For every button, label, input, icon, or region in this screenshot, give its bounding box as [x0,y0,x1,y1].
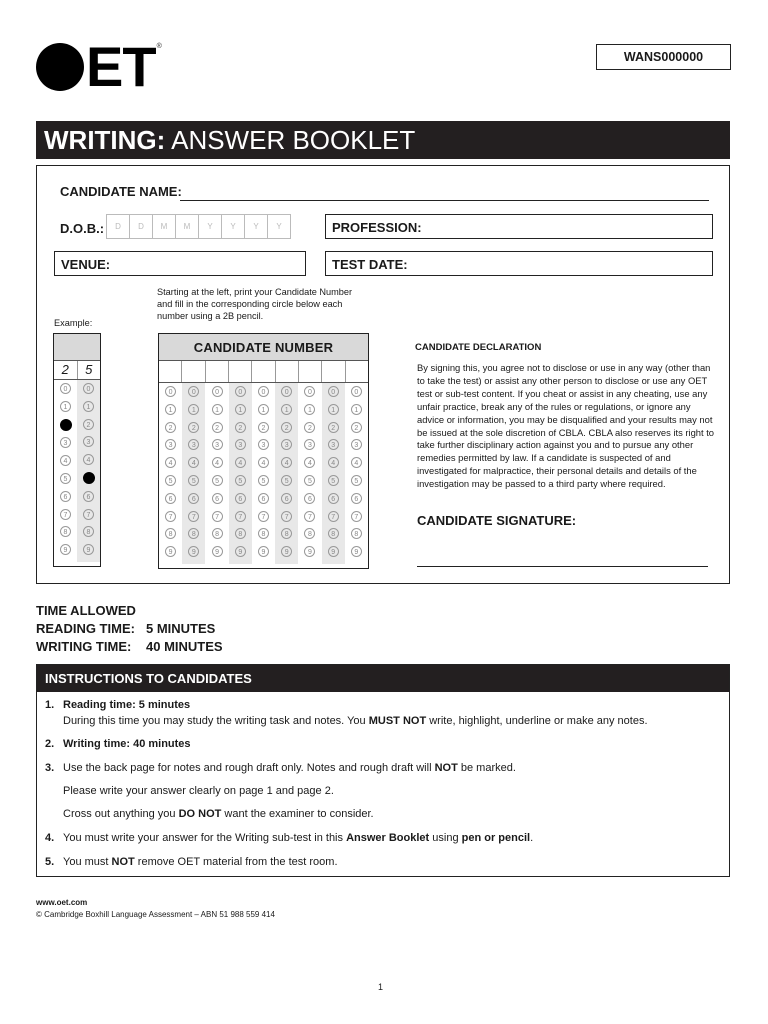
bubble-column [252,383,275,564]
digit-bubble[interactable]: 2 [165,422,176,433]
title-bold: WRITING: [44,125,166,155]
digit-bubble[interactable]: 3 [328,439,339,450]
digit-bubble[interactable]: 7 [304,511,315,522]
digit-bubble[interactable]: 1 [83,401,94,412]
digit-bubble[interactable]: 5 [165,475,176,486]
digit-bubble[interactable]: 4 [235,457,246,468]
digit-bubble[interactable]: 0 [281,386,292,397]
dob-cell[interactable]: Y [267,214,291,239]
digit-bubble[interactable]: 4 [188,457,199,468]
digit-bubble[interactable]: 6 [60,491,71,502]
digit-bubble[interactable]: 5 [212,475,223,486]
digit-bubble[interactable]: 0 [60,383,71,394]
venue-label: VENUE: [61,257,111,272]
digit-bubble[interactable]: 1 [304,404,315,415]
digit-bubble[interactable]: 4 [258,457,269,468]
digit-bubble[interactable]: 7 [258,511,269,522]
text: . [530,832,534,844]
digit-bubble[interactable]: 7 [351,511,362,522]
digit-bubble[interactable]: 4 [212,457,223,468]
logo-text: ET [86,35,156,98]
digit-bubble[interactable]: 2 [281,422,292,433]
bubble-column [322,383,345,564]
time-heading: TIME ALLOWED [36,603,136,618]
bubble-column [205,383,228,564]
item-text [63,761,516,776]
example-label: Example: [54,318,93,328]
example-bubble-columns [54,380,100,562]
test-date-field[interactable] [325,251,713,276]
digit-bubble[interactable]: 9 [83,544,94,555]
bubble-column [275,383,298,564]
digit-bubble[interactable]: 8 [328,528,339,539]
digit-bubble[interactable]: 1 [235,404,246,415]
instruction-item [45,737,191,752]
digit-bubble[interactable]: 9 [165,546,176,557]
text: want the examiner to consider. [221,808,374,820]
digit-bubble[interactable]: 2 [83,419,94,430]
registered-mark: ® [156,43,162,50]
text: During this time you may study the writing task and notes. You [63,715,369,727]
digit-bubble[interactable]: 8 [212,528,223,539]
digit-bubble[interactable]: 3 [188,439,199,450]
signature-field[interactable] [417,566,708,567]
digit-bubble[interactable]: 3 [212,439,223,450]
instruction-item [45,831,533,846]
instruction-detail [63,714,648,729]
emphasis: NOT [111,856,135,868]
example-grid [53,333,101,567]
digit-bubble[interactable]: 0 [304,386,315,397]
digit-bubble[interactable]: 1 [328,404,339,415]
emphasis: MUST NOT [368,715,427,727]
digit-bubble[interactable]: 0 [83,383,94,394]
digit-bubble[interactable]: 3 [235,439,246,450]
digit-bubble[interactable]: 9 [351,546,362,557]
item-number: 5. [45,856,55,868]
digit-bubble[interactable]: 4 [83,454,94,465]
digit-bubble[interactable]: 8 [165,528,176,539]
digit-bubble[interactable]: 5 [281,475,292,486]
candidate-number-box[interactable] [206,361,229,382]
digit-bubble[interactable]: 0 [258,386,269,397]
digit-bubble[interactable]: 4 [165,457,176,468]
digit-bubble[interactable]: 6 [212,493,223,504]
digit-bubble[interactable]: 4 [351,457,362,468]
digit-bubble[interactable]: 5 [60,473,71,484]
text: using [429,832,462,844]
digit-bubble[interactable]: 3 [165,439,176,450]
digit-bubble[interactable]: 9 [281,546,292,557]
digit-bubble[interactable]: 1 [351,404,362,415]
candidate-number-box[interactable] [276,361,299,382]
profession-label: PROFESSION: [332,220,422,235]
dob-cell[interactable]: M [175,214,199,239]
digit-bubble[interactable]: 0 [188,386,199,397]
bubble-column [298,383,321,564]
item-text [63,831,533,846]
digit-bubble[interactable]: 8 [188,528,199,539]
time-allowed [36,602,223,656]
digit-bubble[interactable]: 6 [83,491,94,502]
reading-time-label: READING TIME: [36,621,135,636]
digit-bubble[interactable]: 8 [83,526,94,537]
page-title [36,121,730,159]
digit-bubble[interactable]: 7 [235,511,246,522]
signature-label: CANDIDATE SIGNATURE: [417,513,577,528]
digit-bubble[interactable]: 8 [281,528,292,539]
instruction-detail [63,807,374,822]
bubble-column [182,383,205,564]
candidate-number-box[interactable] [252,361,275,382]
digit-bubble[interactable]: 0 [351,386,362,397]
digit-bubble[interactable]: 6 [281,493,292,504]
digit-bubble[interactable]: 8 [304,528,315,539]
emphasis: Answer Booklet [346,832,430,844]
digit-bubble[interactable]: 3 [60,437,71,448]
digit-bubble[interactable]: 3 [351,439,362,450]
text: remove OET material from the test room. [134,856,338,868]
digit-bubble[interactable]: 6 [188,493,199,504]
digit-bubble[interactable]: 8 [351,528,362,539]
instructions-box [36,664,730,877]
bubble-column [159,383,182,564]
example-digit: 2 [61,362,69,377]
digit-bubble[interactable]: 8 [235,528,246,539]
text: Cross out anything you [63,808,179,820]
candidate-number-box[interactable] [299,361,322,382]
digit-bubble[interactable]: 3 [304,439,315,450]
digit-bubble[interactable]: 5 [235,475,246,486]
digit-bubble[interactable]: 1 [165,404,176,415]
writing-time-value: 40 MINUTES [146,639,223,654]
digit-bubble[interactable]: 9 [60,544,71,555]
example-digits [54,361,100,380]
emphasis: pen or pencil [461,832,531,844]
dob-cell[interactable]: Y [198,214,222,239]
candidate-number-box[interactable] [346,361,368,382]
writing-time-label: WRITING TIME: [36,639,132,654]
candidate-number-box[interactable] [159,361,182,382]
digit-bubble[interactable]: 7 [328,511,339,522]
digit-bubble[interactable]: 2 [258,422,269,433]
bubble-column [77,380,100,562]
bubble-column [345,383,368,564]
emphasis: NOT [434,762,458,774]
writing-time-row [36,638,223,656]
digit-bubble[interactable] [83,472,95,484]
digit-bubble[interactable]: 7 [83,509,94,520]
copyright: © Cambridge Boxhill Language Assessment – ABN 51 988 559 414 [36,910,275,919]
digit-bubble[interactable]: 7 [60,509,71,520]
digit-bubble[interactable]: 6 [304,493,315,504]
digit-bubble[interactable]: 5 [188,475,199,486]
digit-bubble[interactable]: 0 [165,386,176,397]
candidate-number-box[interactable] [182,361,205,382]
candidate-bubble-columns [159,383,368,564]
item-text [63,855,338,870]
digit-bubble[interactable]: 0 [212,386,223,397]
emphasis: DO NOT [178,808,222,820]
digit-bubble[interactable]: 1 [60,401,71,412]
page-number: 1 [378,982,384,992]
instruction-item [45,855,338,870]
digit-bubble[interactable]: 1 [281,404,292,415]
digit-bubble[interactable]: 4 [281,457,292,468]
example-digit: 5 [77,361,101,379]
digit-bubble[interactable]: 1 [258,404,269,415]
digit-bubble[interactable]: 5 [304,475,315,486]
dob-label: D.O.B.: [60,221,105,236]
dob-field[interactable] [106,214,290,239]
bubble-column [54,380,77,562]
digit-bubble[interactable]: 7 [165,511,176,522]
digit-bubble[interactable]: 1 [188,404,199,415]
candidate-name-field[interactable] [180,200,709,201]
item-number: 1. [45,699,55,711]
digit-bubble[interactable]: 3 [83,436,94,447]
dob-cell[interactable]: D [129,214,153,239]
item-number: 3. [45,762,55,774]
digit-bubble[interactable]: 7 [281,511,292,522]
digit-bubble[interactable]: 9 [212,546,223,557]
digit-bubble[interactable]: 8 [258,528,269,539]
candidate-number-box[interactable] [322,361,345,382]
digit-bubble[interactable]: 3 [281,439,292,450]
item-number: 4. [45,832,55,844]
digit-bubble[interactable]: 5 [328,475,339,486]
declaration-text: By signing this, you agree not to disclose or use in any way (other than to take the test) or assist any other person to disclose or use any OET test or sub-test content. If you cheat or assist in any cheating, use any unfair practice, break any of the rules or regulations, or ignore any advice or information, you may be disqualified and your results may not be issued at the sole discretion of CBLA. CBLA also reserves its right to take further disciplinary action against you and to pursue any other remedies permitted by law. If a candidate is suspected of and investigated for malpractice, their personal details and details of the investigation may be passed to a third party where required. [417,362,715,490]
digit-bubble[interactable]: 4 [328,457,339,468]
venue-field[interactable] [54,251,306,276]
instruction-item [45,698,190,713]
profession-field[interactable] [325,214,713,239]
text: Use the back page for notes and rough draft only. Notes and rough draft will [63,762,435,774]
text: write, highlight, underline or make any notes. [426,715,648,727]
digit-bubble[interactable]: 2 [212,422,223,433]
dob-cell[interactable]: Y [221,214,245,239]
dob-cell[interactable]: M [152,214,176,239]
text: You must [63,856,112,868]
digit-bubble[interactable]: 5 [351,475,362,486]
bubble-column [229,383,252,564]
digit-bubble[interactable]: 9 [188,546,199,557]
digit-bubble[interactable]: 9 [258,546,269,557]
digit-bubble[interactable]: 4 [304,457,315,468]
digit-bubble[interactable]: 2 [235,422,246,433]
digit-bubble[interactable]: 4 [60,455,71,466]
candidate-name-label: CANDIDATE NAME: [60,184,182,199]
digit-bubble[interactable] [60,419,72,431]
digit-bubble[interactable]: 6 [235,493,246,504]
digit-bubble[interactable]: 9 [328,546,339,557]
declaration-title: CANDIDATE DECLARATION [415,342,542,353]
digit-bubble[interactable]: 6 [165,493,176,504]
digit-bubble[interactable]: 9 [304,546,315,557]
digit-bubble[interactable]: 5 [258,475,269,486]
digit-bubble[interactable]: 2 [351,422,362,433]
footer [36,897,275,921]
instruction-detail: Please write your answer clearly on page 1 and page 2. [63,785,334,797]
text: You must write your answer for the Writing sub-test in this [63,832,347,844]
candidate-number-boxes [159,361,368,383]
candidate-number-grid [158,333,369,569]
bubble-instructions: Starting at the left, print your Candidate Number and fill in the corresponding circle below each number using a 2B pencil. [157,287,353,322]
candidate-number-label: CANDIDATE NUMBER [159,334,368,361]
digit-bubble[interactable]: 6 [258,493,269,504]
item-title: Reading time: 5 minutes [63,699,191,711]
text: be marked. [457,762,516,774]
digit-bubble[interactable]: 6 [351,493,362,504]
digit-bubble[interactable]: 7 [212,511,223,522]
logo-circle-icon [36,43,84,91]
digit-bubble[interactable]: 6 [328,493,339,504]
test-date-label: TEST DATE: [332,257,408,272]
digit-bubble[interactable]: 0 [328,386,339,397]
digit-bubble[interactable]: 1 [212,404,223,415]
dob-cell[interactable]: D [106,214,130,239]
digit-bubble[interactable]: 3 [258,439,269,450]
dob-cell[interactable]: Y [244,214,268,239]
digit-bubble[interactable]: 2 [328,422,339,433]
item-number: 2. [45,738,55,750]
digit-bubble[interactable]: 2 [304,422,315,433]
reading-time-row [36,620,223,638]
digit-bubble[interactable]: 9 [235,546,246,557]
digit-bubble[interactable]: 8 [60,526,71,537]
digit-bubble[interactable]: 7 [188,511,199,522]
instructions-heading: INSTRUCTIONS TO CANDIDATES [37,665,729,692]
example-header [54,334,100,361]
website-link[interactable]: www.oet.com [36,898,88,907]
item-title: Writing time: 40 minutes [63,738,191,750]
title-rest: ANSWER BOOKLET [165,125,416,155]
digit-bubble[interactable]: 2 [188,422,199,433]
booklet-id: WANS000000 [596,44,731,70]
reading-time-value: 5 MINUTES [146,621,216,636]
digit-bubble[interactable]: 0 [235,386,246,397]
oet-logo [36,35,162,98]
instruction-item [45,761,516,776]
candidate-number-box[interactable] [229,361,252,382]
